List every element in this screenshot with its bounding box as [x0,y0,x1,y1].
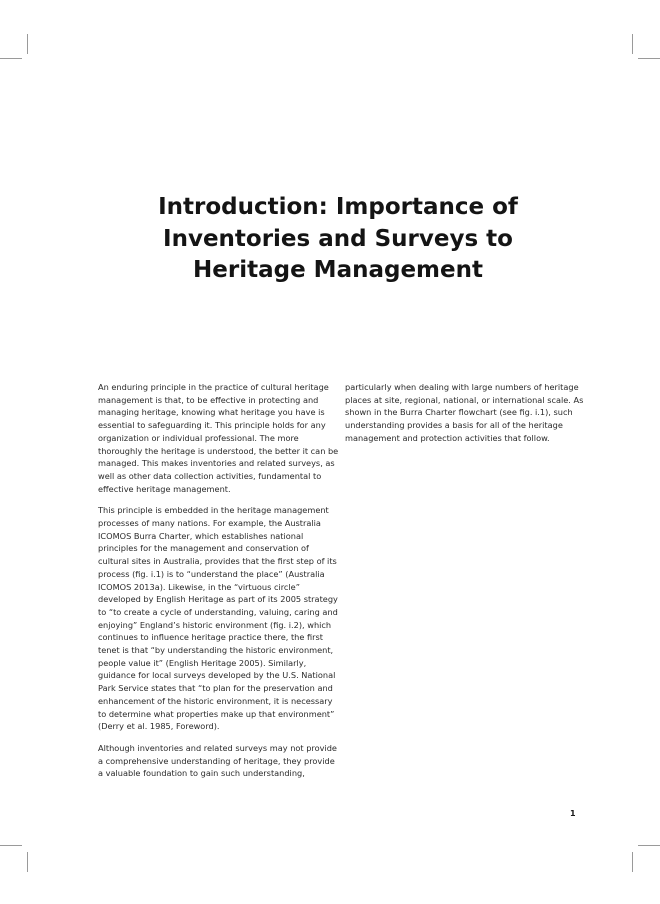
text-line: to determine what properties make up that environment” [98,708,335,719]
text-line: management is that, to be effective in protecting and [98,394,319,405]
text-line: enhancement of the historic environment, it is necessary [98,695,333,706]
text-line: tenet is that “by understanding the historic environment, [98,645,334,656]
text-line: thoroughly the heritage is understood, the better it can be [98,445,339,456]
text-line: (Derry et al. 1985, Foreword). [98,721,220,732]
text-line: places at site, regional, national, or international scale. As [345,394,584,405]
chapter-title [100,192,576,287]
text-line: management and protection activities that follow. [345,432,550,443]
body-paragraph [98,504,338,733]
text-line: Park Service states that “to plan for the preservation and [98,683,333,694]
text-line: people value it” (English Heritage 2005). Similarly, [98,657,307,668]
text-line: ICOMOS Burra Charter, which establishes national [98,530,304,541]
text-line: This principle is embedded in the heritage management [98,505,329,516]
crop-mark-bottom-right-h [638,845,660,846]
text-line: developed by English Heritage as part of its 2005 strategy [98,594,338,605]
crop-mark-bottom-right [632,852,633,872]
text-line: particularly when dealing with large numbers of heritage [345,382,579,392]
crop-mark-top-left [27,34,28,54]
crop-mark-bottom-left-h [0,845,22,846]
text-line: principles for the management and conservation of [98,543,309,554]
right-column [345,381,584,454]
text-line: process (fig. i.1) is to “understand the place” (Australia [98,568,325,579]
text-line: organization or individual professional. The more [98,432,299,443]
text-line: cultural sites in Australia, provides that the first step of its [98,556,337,567]
page-number: 1 [570,809,576,818]
text-line: shown in the Burra Charter flowchart (see fig. i.1), such [345,407,573,418]
crop-mark-top-right-h [638,58,660,59]
text-line: essential to safeguarding it. This principle holds for any [98,420,326,431]
chapter-title-line: Heritage Management [193,257,483,283]
text-line: managing heritage, knowing what heritage you have is [98,407,325,418]
text-line: to “to create a cycle of understanding, valuing, caring and [98,606,338,617]
text-line: processes of many nations. For example, the Australia [98,518,321,529]
left-column [98,381,339,789]
crop-mark-top-right [632,34,633,54]
crop-mark-top-left-h [0,58,22,59]
text-line: managed. This makes inventories and related surveys, as [98,458,335,469]
body-paragraph [98,742,337,780]
text-line: effective heritage management. [98,483,231,494]
crop-mark-bottom-left [27,852,28,872]
text-line: understanding provides a basis for all of the heritage [345,420,563,431]
text-line: guidance for local surveys developed by the U.S. National [98,670,336,681]
text-line: An enduring principle in the practice of cultural heritage [98,382,329,392]
chapter-title-line: Inventories and Surveys to [163,225,513,252]
text-line: Although inventories and related surveys may not provide [98,742,337,753]
text-line: continues to influence heritage practice there, the first [98,632,324,643]
text-line: a comprehensive understanding of heritage, they provide [98,755,335,766]
chapter-title-line: Introduction: Importance of [158,194,518,220]
text-line: a valuable foundation to gain such understanding, [98,768,305,779]
body-paragraph [345,381,584,445]
text-line: ICOMOS 2013a). Likewise, in the “virtuous circle” [98,581,300,592]
body-paragraph [98,381,339,495]
text-line: well as other data collection activities, fundamental to [98,470,322,481]
text-line: enjoying” England’s historic environment (fig. i.2), which [98,619,332,630]
